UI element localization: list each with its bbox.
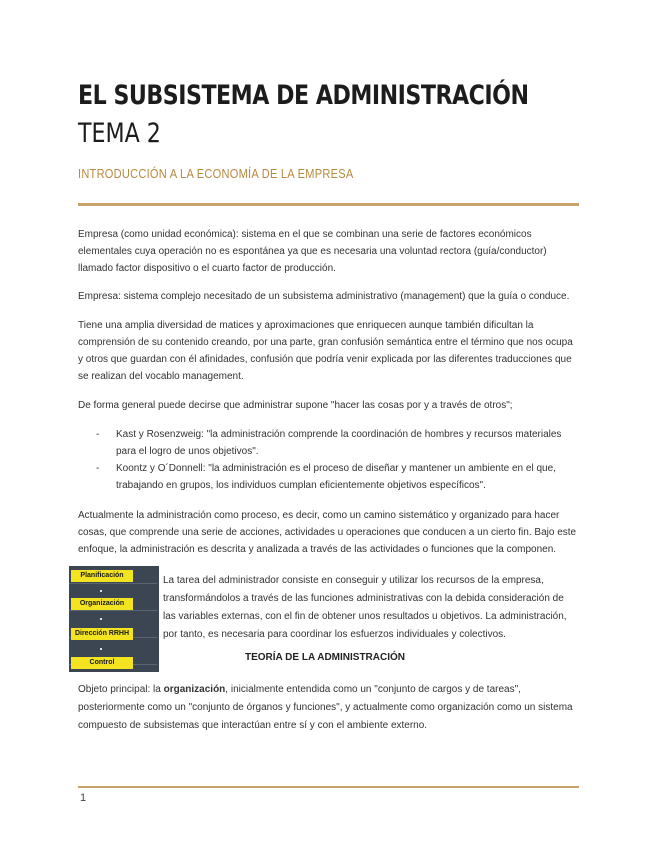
definition-list: [78, 426, 578, 494]
paragraph-1-text: Empresa (como unidad económica): sistema en el que se combinan una serie de factores económicos elementales cuya operación no es espontánea ya que es necesaria una voluntad rectora (guía/conductor) llamado factor dispositivo o el cuarto factor de producción.: [78, 229, 547, 274]
paragraph-5-text: Actualmente la administración como proceso, es decir, como un camino sistemático y organizado para hacer cosas, que comprende una serie de acciones, actividades u operaciones que conducen a un cierto fin. Bajo este enfoque, la administración es descrita y analizada a través de las actividades o funciones que la componen.: [78, 510, 577, 555]
figure-box-organizacion: Organización: [71, 598, 133, 610]
list-item: [78, 426, 578, 460]
list-item-text: Kast y Rosenzweig: "la administración comprende la coordinación de hombres y recursos materiales para el logro de unos objetivos".: [116, 429, 562, 457]
document-title: EL SUBSISTEMA DE ADMINISTRACIÓN: [78, 80, 529, 111]
figure-side-text: La tarea del administrador consiste en conseguir y utilizar los recursos de la empresa, transformándolos a través de las funciones administrativas con la debida consideración de las variables externas, con el fin de obtener unos resultados u objetivos. La administración, por tanto, es necesaria para coordinar los esfuerzos individuales y colectivos.: [163, 575, 567, 640]
bottom-divider: [78, 786, 579, 788]
paragraph-2: [78, 288, 578, 305]
objeto-lead: Objeto principal: la: [78, 684, 164, 695]
list-item-text: Koontz y O´Donnell: "la administración es el proceso de diseñar y mantener un ambiente en el que, trabajando en grupos, los individuos cumplan eficientemente objetivos específicos".: [116, 463, 556, 491]
list-dash: -: [96, 429, 100, 440]
document-chapter: TEMA 2: [78, 118, 161, 149]
figure-box-direccion: Dirección RRHH: [71, 628, 133, 640]
paragraph-5: [78, 507, 578, 558]
figure-divider: [69, 583, 157, 584]
paragraph-3: [78, 317, 578, 385]
management-functions-figure: [69, 566, 159, 672]
objeto-bold: organización: [163, 684, 226, 695]
page-number: 1: [80, 792, 87, 804]
figure-box-planificacion: Planificación: [71, 570, 133, 582]
paragraph-4: [78, 397, 578, 414]
paragraph-objeto: [78, 681, 578, 735]
objeto-rest: , inicialmente entendida como un "conjunto de cargos y de tareas", posteriormente como un "conjunto de órganos y funciones", y actualmente como organización como un sistema compuesto de subsistemas que interactúan entre sí y con el ambiente externo.: [78, 684, 573, 731]
figure-connector: [100, 590, 102, 592]
paragraph-3-text: Tiene una amplia diversidad de matices y aproximaciones que enriquecen aunque también dificultan la comprensión de su contenido creando, por una parte, gran confusión semántica entre el término que nos ocupa y otros que guardan con él afinidades, confusión que podría venir explicada por las diferentes traducciones que se realizan del vocablo management.: [78, 320, 573, 382]
figure-box-control: Control: [71, 657, 133, 669]
paragraph-1: [78, 226, 578, 277]
paragraph-4-text: De forma general puede decirse que administrar supone "hacer las cosas por y a través de otros";: [78, 400, 513, 411]
figure-connector: [100, 648, 102, 650]
top-divider: [78, 203, 579, 206]
figure-connector: [100, 618, 102, 620]
list-dash: -: [96, 463, 100, 474]
document-subtitle: INTRODUCCIÓN A LA ECONOMÍA DE LA EMPRESA: [78, 166, 354, 181]
figure-divider: [69, 610, 157, 611]
paragraph-2-text: Empresa: sistema complejo necesitado de un subsistema administrativo (management) que la guía o conduce.: [78, 291, 570, 302]
list-item: [78, 460, 578, 494]
section-heading: TEORÍA DE LA ADMINISTRACIÓN: [245, 652, 405, 663]
